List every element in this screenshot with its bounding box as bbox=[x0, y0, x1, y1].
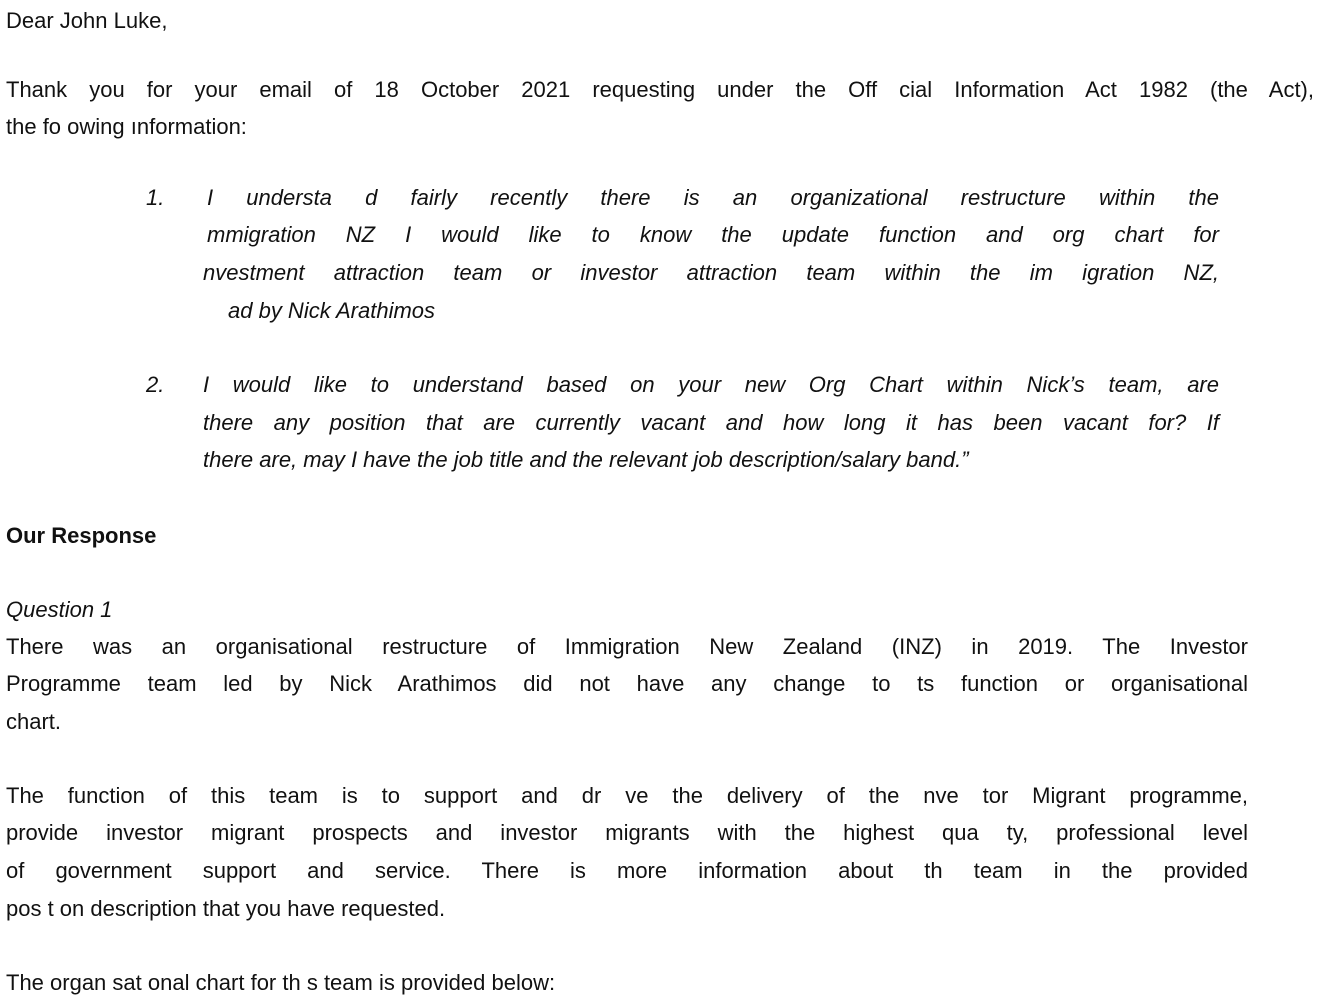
request-1-line-1: I understa d fairly recently there is an organizational restructure within the bbox=[207, 185, 1219, 210]
paragraph-1-line-3: chart. bbox=[6, 709, 62, 734]
request-2-number: 2. bbox=[146, 372, 165, 397]
paragraph-2-line-3: of government support and service. There is more information about th team in the provided bbox=[6, 858, 1248, 883]
salutation: Dear John Luke, bbox=[6, 8, 168, 33]
paragraph-2-line-1: The function of this team is to support and dr ve the delivery of the nve tor Migrant programme, bbox=[6, 783, 1248, 808]
paragraph-1-line-1: There was an organisational restructure of Immigration New Zealand (INZ) in 2019. The Investor bbox=[6, 634, 1248, 659]
request-2-line-2: there any position that are currently vacant and how long it has been vacant for? If bbox=[203, 410, 1219, 435]
response-heading: Our Response bbox=[6, 523, 157, 548]
paragraph-2-line-4: pos t on description that you have requested. bbox=[6, 896, 446, 921]
request-2-line-1: I would like to understand based on your new Org Chart within Nick’s team, are bbox=[203, 372, 1219, 397]
request-1-line-4: ad by Nick Arathimos bbox=[228, 298, 436, 323]
request-1-line-2: mmigration NZ I would like to know the update function and org chart for bbox=[207, 222, 1219, 247]
request-1-number: 1. bbox=[146, 185, 165, 210]
question-label: Question 1 bbox=[6, 597, 113, 622]
intro-line-2: the fo owing ınformation: bbox=[6, 114, 247, 139]
intro-line-1: Thank you for your email of 18 October 2021 requesting under the Off cial Information Act 1982 (the Act), bbox=[6, 77, 1314, 102]
paragraph-2-line-2: provide investor migrant prospects and investor migrants with the highest qua ty, professional level bbox=[6, 820, 1248, 845]
paragraph-1-line-2: Programme team led by Nick Arathimos did not have any change to ts function or organisational bbox=[6, 671, 1248, 696]
closing-line: The organ sat onal chart for th s team is provided below: bbox=[6, 970, 556, 995]
request-2-line-3: there are, may I have the job title and the relevant job description/salary band.” bbox=[203, 447, 969, 472]
request-1-line-3: nvestment attraction team or investor attraction team within the im igration NZ, bbox=[203, 260, 1219, 285]
